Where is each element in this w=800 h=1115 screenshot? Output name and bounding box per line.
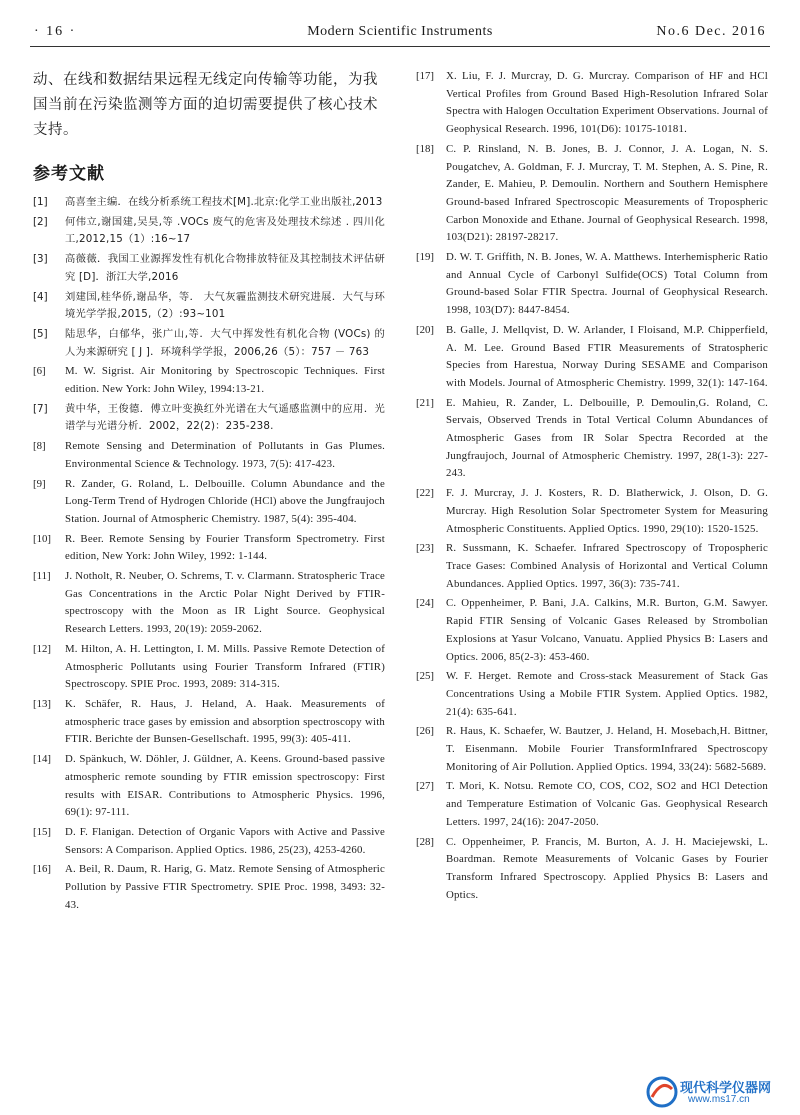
reference-item xyxy=(33,214,385,249)
reference-text: A. Beil, R. Daum, R. Harig, G. Matz. Remote Sensing of Atmospheric Pollution by Passive FTIR Spectrometry. SPIE Proc. 1998, 3493: 32-43. xyxy=(65,863,385,911)
left-column xyxy=(33,68,385,916)
reference-number: [16] xyxy=(33,863,51,876)
reference-text: K. Schäfer, R. Haus, J. Heland, A. Haak. Measurements of atmospheric trace gases by emission and absorption spectroscopy with FTIR. Berichte der Bunsen-Gesellschaft. 1995, 99(3): 405-411. xyxy=(65,697,385,746)
reference-list-left xyxy=(33,194,385,914)
watermark-logo xyxy=(642,1075,792,1109)
reference-number: [23] xyxy=(416,542,434,555)
reference-text: 高薇薇．我国工业源挥发性有机化合物排放特征及其控制技术评估研究 [D]．浙江大学,2016 xyxy=(65,253,385,283)
reference-item xyxy=(33,401,385,436)
reference-number: [12] xyxy=(33,642,51,655)
reference-item xyxy=(416,249,768,320)
reference-number: [9] xyxy=(33,477,46,490)
reference-item xyxy=(416,668,768,721)
reference-text: W. F. Herget. Remote and Cross-stack Measurement of Stack Gas Concentrations Using a Mobile FTIR System. Applied Optics. 1982, 21(4): 635-641. xyxy=(446,670,768,718)
right-column xyxy=(416,68,768,906)
reference-number: [24] xyxy=(416,597,434,610)
reference-item xyxy=(33,824,385,859)
reference-number: [18] xyxy=(416,142,434,155)
watermark-icon xyxy=(642,1075,682,1109)
reference-number: [27] xyxy=(416,780,434,793)
reference-text: J. Notholt, R. Neuber, O. Schrems, T. v. Clarmann. Stratospheric Trace Gas Concentrations in the Arctic Polar Night Derived by FTIR-spectroscopy with the Moon as IR Light Source. Geophysical Research Letters. 1993, 20(19): 2059-2062. xyxy=(65,570,385,636)
reference-text: 刘建国,桂华侨,谢品华，等． 大气灰霾监测技术研究进展．大气与环境光学学报,2015,（2）:93~101 xyxy=(65,290,385,321)
reference-item xyxy=(416,485,768,538)
reference-number: [19] xyxy=(416,251,434,264)
reference-text: D. Spänkuch, W. Döhler, J. Güldner, A. Keens. Ground-based passive atmospheric remote sounding by FTIR emission spectroscopy: First results with EISAR. Contributions to Atmospheric Physics. 1996, 69(1): 97-111. xyxy=(65,753,385,819)
reference-text: R. Sussmann, K. Schaefer. Infrared Spectroscopy of Tropospheric Trace Gases: Combined Analysis of Horizontal and Vertical Column Abundances. Applied Optics. 1997, 36(3): 735-741. xyxy=(446,542,768,590)
reference-item xyxy=(33,861,385,914)
reference-text: F. J. Murcray, J. J. Kosters, R. D. Blatherwick, J. Olson, D. G. Murcray. High Resolution Solar Spectrometer System for Measuring Atmospheric Constituents. Applied Optics. 1990, 29(10): 1520-1525. xyxy=(446,487,768,535)
reference-item xyxy=(33,531,385,566)
reference-number: [11] xyxy=(33,570,51,583)
reference-number: [28] xyxy=(416,835,434,848)
reference-text: T. Mori, K. Notsu. Remote CO, COS, CO2, SO2 and HCl Detection and Temperature Estimation of Volcanic Gas. Geophysical Research Letters. 1997, 24(16): 2047-2050. xyxy=(446,780,768,828)
reference-item xyxy=(33,194,385,212)
reference-list-right xyxy=(416,68,768,904)
reference-text: Remote Sensing and Determination of Pollutants in Gas Plumes. Environmental Science & Technology. 1973, 7(5): 417-423. xyxy=(65,440,385,470)
reference-item xyxy=(33,751,385,822)
reference-number: [3] xyxy=(33,253,48,266)
reference-item xyxy=(416,68,768,139)
reference-number: [7] xyxy=(33,402,48,415)
reference-text: R. Beer. Remote Sensing by Fourier Transform Spectrometry. First edition, New York: John Wiley, 1992: 1-144. xyxy=(65,532,385,563)
reference-item xyxy=(33,289,385,324)
reference-number: [21] xyxy=(416,396,434,409)
reference-item xyxy=(33,251,385,286)
reference-text: 何伟立,谢国建,吴昊,等 .VOCs 废气的危害及处理技术综述 . 四川化工,2012,15（1）:16~17 xyxy=(65,215,385,246)
reference-item xyxy=(33,476,385,529)
watermark-name: 现代科学仪器网 xyxy=(680,1081,772,1096)
reference-text: 黄中华，王俊德．傅立叶变换红外光谱在大气遥感监测中的应用．光谱学与光谱分析．2002，22(2)：235-238. xyxy=(65,402,385,433)
reference-number: [25] xyxy=(416,670,434,683)
reference-text: R. Haus, K. Schaefer, W. Bautzer, J. Heland, H. Mosebach,H. Bittner, T. Eisenmann. Mobile Fourier TransformInfrared Spectroscopy Monitoring of Air Pollution. Applied Optics. 1994, 33(24): 5682-5689. xyxy=(446,725,768,773)
reference-item xyxy=(33,363,385,398)
journal-title: Modern Scientific Instruments xyxy=(307,24,493,39)
reference-item xyxy=(416,595,768,666)
reference-text: 陆思华，白郁华，张广山,等．大气中挥发性有机化合物 (VOCs) 的人为来源研究 [ J ]．环境科学学报，2006,26（5）：757 － 763 xyxy=(65,327,385,358)
reference-number: [6] xyxy=(33,365,46,378)
reference-number: [2] xyxy=(33,215,48,228)
reference-text: E. Mahieu, R. Zander, L. Delbouille, P. Demoulin,G. Roland, C. Servais, Observed Trends in Total Vertical Column Abundances of Atmospheric Gases from IR Solar Spectra Recorded at the Jungfraujoch, Journal of Atmospheric Chemistry. 1997, 28(1-3): 227-243. xyxy=(446,396,768,480)
reference-number: [5] xyxy=(33,327,48,340)
reference-item xyxy=(416,540,768,593)
reference-number: [14] xyxy=(33,753,51,766)
reference-text: D. F. Flanigan. Detection of Organic Vapors with Active and Passive Sensors: A Comparison. Applied Optics. 1986, 25(23), 4253-4260. xyxy=(65,825,385,856)
intro-paragraph: 动、在线和数据结果远程无线定向传输等功能，为我国当前在污染监测等方面的迫切需要提供了核心技术支持。 xyxy=(33,72,378,138)
reference-item xyxy=(416,834,768,905)
reference-text: M. Hilton, A. H. Lettington, I. M. Mills. Passive Remote Detection of Atmospheric Pollutants using Fourier Transform Infrared (FTIR) Spectroscopy. SPIE Proc. 1993, 2089: 314-315. xyxy=(65,642,385,691)
reference-number: [26] xyxy=(416,725,434,738)
reference-text: R. Zander, G. Roland, L. Delbouille. Column Abundance and the Long-Term Trend of Hydrogen Chloride (HCl) above the Jungfraujoch Station. Journal of Atmospheric Chemistry. 1987, 5(4): 395-404. xyxy=(65,477,385,525)
reference-item xyxy=(416,778,768,831)
reference-text: C. P. Rinsland, N. B. Jones, B. J. Connor, J. A. Logan, N. S. Pougatchev, A. Goldman, F. J. Murcray, T. M. Stephen, A. S. Pine, R. Zander, E. Mahieu, P. Demoulin. Northern and Southern Hemisphere Ground-based Infrared Spectroscopic Measurements of Tropospheric Carbon Monoxide and Ethane. Journal of Geophysical Research. 1998, 103(D21): 28197-28217. xyxy=(446,142,768,244)
page-number: · 16 · xyxy=(34,24,77,39)
reference-item xyxy=(33,326,385,361)
reference-number: [1] xyxy=(33,196,48,208)
reference-text: C. Oppenheimer, P. Bani, J.A. Calkins, M.R. Burton, G.M. Sawyer. Rapid FTIR Sensing of Volcanic Gases Released by Strombolian Explosions at Yasur Volcano, Vanuatu. Applied Physics B: Lasers and Optics. 2006, 85(2-3): 453-460. xyxy=(446,597,768,663)
reference-number: [20] xyxy=(416,323,434,336)
reference-item xyxy=(416,723,768,776)
reference-item xyxy=(416,395,768,484)
page-header xyxy=(30,22,770,47)
reference-number: [22] xyxy=(416,487,434,500)
watermark-url: www.ms17.cn xyxy=(688,1094,750,1105)
issue-info: No.6 Dec. 2016 xyxy=(656,24,766,39)
reference-item xyxy=(33,641,385,694)
reference-number: [17] xyxy=(416,70,434,82)
reference-item xyxy=(416,322,768,393)
reference-number: [4] xyxy=(33,290,48,303)
reference-number: [8] xyxy=(33,440,46,453)
reference-text: X. Liu, F. J. Murcray, D. G. Murcray. Comparison of HF and HCl Vertical Profiles from Ground Based High-Resolution Infrared Solar Spectra with Halogen Occultation Experiment Observations. Journal of Geophysical Research. 1996, 101(D6): 10175-10181. xyxy=(446,70,768,136)
reference-number: [10] xyxy=(33,532,51,545)
reference-text: B. Galle, J. Mellqvist, D. W. Arlander, I Floisand, M.P. Chipperfield, A. M. Lee. Ground Based FTIR Measurements of Stratospheric Species from Harestua, Norway During SESAME and Comparison with Models. Journal of Atmospheric Chemistry. 1999, 32(1): 147-164. xyxy=(446,323,768,389)
reference-item xyxy=(416,141,768,247)
reference-text: M. W. Sigrist. Air Monitoring by Spectroscopic Techniques. First edition. New York: John Wiley, 1994:13-21. xyxy=(65,365,385,396)
reference-item xyxy=(33,696,385,749)
reference-number: [13] xyxy=(33,697,51,710)
reference-text: C. Oppenheimer, P. Francis, M. Burton, A. J. H. Maciejewski, L. Boardman. Remote Measurements of Volcanic Gases by Fourier Transform Infrared Spectroscopy. Applied Physics B: Lasers and Optics. xyxy=(446,835,768,901)
reference-text: D. W. T. Griffith, N. B. Jones, W. A. Matthews. Interhemispheric Ratio and Annual Cycle of Carbonyl Sulfide(OCS) Total Column from Ground-based Solar FTIR Spectra. Journal of Geophysical Research. 1998, 103(D7): 8447-8454. xyxy=(446,251,768,317)
section-title-references: 参考文献 xyxy=(33,164,105,184)
reference-text: 高喜奎主编．在线分析系统工程技术[M].北京:化学工业出版社,2013 xyxy=(65,196,383,208)
reference-item xyxy=(33,568,385,639)
reference-number: [15] xyxy=(33,825,51,838)
reference-item xyxy=(33,438,385,473)
